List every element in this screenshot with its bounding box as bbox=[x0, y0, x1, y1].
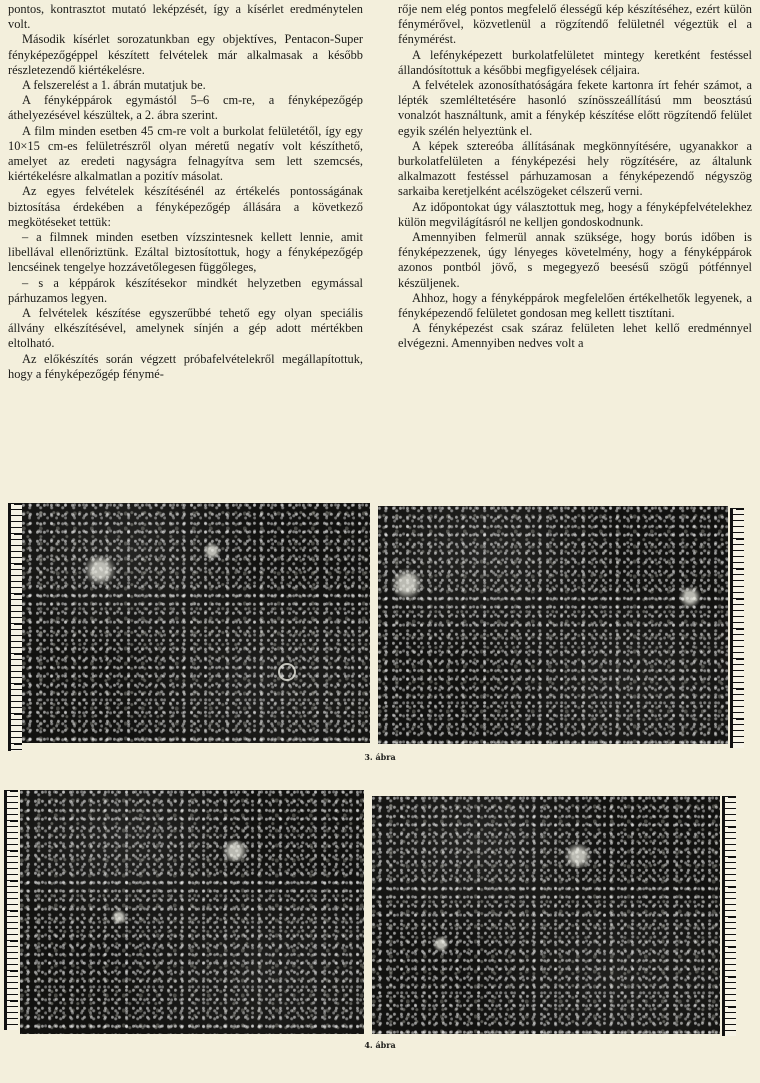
paragraph: A felszerelést a 1. ábrán mutatjuk be. bbox=[22, 78, 206, 93]
paragraph: A fényképezést csak száraz felületen lehet kellő eredménnyel elvégezni. Amennyiben nedves volt a bbox=[398, 321, 752, 351]
scale-ruler-left bbox=[4, 790, 18, 1030]
surface-grain bbox=[82, 555, 118, 585]
figure-caption: 4. ábra bbox=[364, 1040, 396, 1050]
paragraph: pontos, kontrasztot mutató leképzését, így a kísérlet eredménytelen volt. bbox=[8, 2, 363, 32]
paragraph: Az előkészítés során végzett próbafelvételekről megállapítottuk, hogy a fényképezőgép fénymé- bbox=[8, 351, 363, 381]
paragraph: A film minden esetben 45 cm-re volt a burkolat felületétől, így egy 10×15 cm-es felületrészről olyan méretű negatív volt készíthető, amelyet az eredeti nagyságra felnagyítva sem lett szemcsés, kiértékelésre alkalmatlan a pozitív másolat. bbox=[8, 123, 363, 184]
paragraph: Második kísérlet sorozatunkban egy objektíves, Pentacon-Super fényképezőgéppel készített felvételek már alkalmasak a később részletezendő kiértékelésre. bbox=[8, 32, 363, 77]
surface-grain bbox=[390, 568, 424, 600]
scale-ruler-right bbox=[730, 508, 744, 748]
figure-caption: 3. ábra bbox=[364, 752, 396, 762]
surface-grain bbox=[562, 844, 594, 868]
paragraph: A fényképpárok egymástól 5–6 cm-re, a fényképezőgép áthelyezésével készültek, a 2. ábra szerint. bbox=[8, 93, 363, 123]
surface-grain bbox=[678, 586, 702, 608]
scale-ruler-left bbox=[8, 503, 22, 751]
surface-grain bbox=[110, 910, 128, 924]
paragraph: A lefényképezett burkolatfelületet mintegy keretként festéssel állandósítottuk a későbbi megfigyelések céljaira. bbox=[398, 47, 752, 77]
marker-ring bbox=[278, 663, 296, 681]
stereo-photo-left bbox=[20, 790, 364, 1034]
paragraph: A felvételek készítése egyszerűbbé tehető egy olyan speciális állvány elkészítésével, amelynek sínjén a gép adott mértékben eltolható. bbox=[8, 306, 363, 351]
left-text-column bbox=[8, 2, 363, 382]
paragraph: Az időpontokat úgy választottuk meg, hogy a fényképfelvételekhez külön megvilágításról ne kelljen gondoskodnunk. bbox=[398, 199, 752, 229]
paragraph: Az egyes felvételek készítésénél az értékelés pontosságának biztosítása érdekében a fényképezőgép állására a következő megkötéseket tettük: bbox=[8, 184, 363, 229]
paragraph: Ahhoz, hogy a fényképpárok megfelelően értékelhetők legyenek, a fényképezendő felületet gondosan meg kellett tisztítani. bbox=[398, 290, 752, 321]
stereo-photo-right bbox=[378, 506, 728, 744]
right-text-column bbox=[398, 2, 752, 352]
stereo-photo-right bbox=[372, 796, 720, 1034]
paragraph: Amennyiben felmerül annak szüksége, hogy borús időben is fényképezzenek, úgy lényeges követelmény, hogy a fényképpárok azonos pontból jövő, s megegyező beesésű szögű pótfénnyel készüljenek. bbox=[398, 230, 752, 290]
scale-ruler-right bbox=[722, 796, 736, 1036]
surface-grain bbox=[202, 543, 222, 559]
surface-grain bbox=[220, 840, 250, 862]
stereo-photo-left bbox=[22, 503, 370, 743]
surface-grain bbox=[432, 936, 450, 952]
paragraph: rője nem elég pontos megfelelő élességű kép készítéséhez, ezért külön fénymérővel, közvetlenül a rögzítendő felületnél végeztük el a fénymérést. bbox=[398, 2, 752, 47]
paragraph: – s a képpárok készítésekor mindkét helyzetben egymással párhuzamos legyen. bbox=[8, 275, 363, 305]
paragraph: A képek sztereóba állításának megkönnyítésére, ugyanakkor a burkolatfelületen a fényképezési hely rögzítésére, az általunk alkalmazott festéssel párhuzamosan a fényképezendő négyszög sarkaiba keretjelként acélszögeket célszerű verni. bbox=[398, 138, 752, 199]
paragraph: – a filmnek minden esetben vízszintesnek kellett lennie, amit libellával ellenőriztünk. Ezáltal biztosítottuk, hogy a fényképezőgép lencséinek tengelye hozzávetőlegesen függőleges, bbox=[8, 230, 363, 275]
paragraph: A felvételek azonosíthatóságára fekete kartonra írt fehér számot, a lépték szemléltetésére hasonló színösszeállítású mm beosztású vonalzót használtunk, amit a fénykép készítése előtt rögzítendő felület egyik szélén helyeztünk el. bbox=[398, 78, 752, 138]
